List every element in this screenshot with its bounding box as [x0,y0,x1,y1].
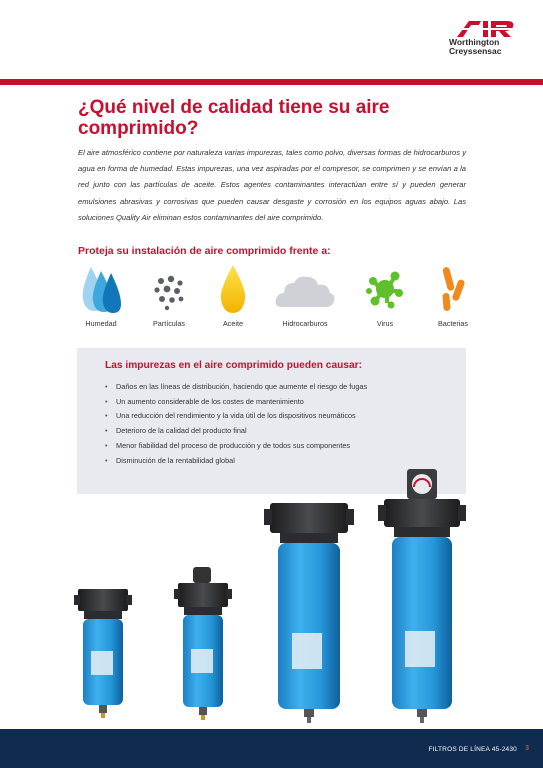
contaminant-humedad [70,263,132,328]
filter-small-2 [174,567,232,720]
contaminant-label: Aceite [223,319,243,328]
header-red-band [0,79,543,85]
filter-large-2 [378,469,466,723]
contaminant-icons [78,263,472,335]
contaminant-bacterias [422,263,484,328]
contaminant-label: Virus [376,319,394,328]
list-item: • Una reducción del rendimiento y la vida útil de los dispositivos neumáticos [105,409,367,424]
contaminant-label: Partículas [153,319,185,328]
water-drops-icon [77,263,125,315]
contaminant-label: Humedad [85,319,117,328]
particles-icon [145,263,193,315]
page-title: ¿Qué nivel de calidad tiene su aire comprimido? [78,97,390,139]
impurities-box-title: Las impurezas en el aire comprimido pueden causar: [105,360,363,371]
contaminant-virus [354,263,416,328]
filter-large-1 [264,503,354,723]
filter-small-1 [74,589,132,718]
footer-section-label: FILTROS DE LÍNEA 45-2430 [428,746,517,753]
logo-line-2: Creyssensac [449,46,502,56]
intro-paragraph: El aire atmosférico contiene por naturaleza varias impurezas, tales como polvo, diversas formas de hidrocarburos y agua en forma de humedad. Estas impurezas, una vez aspiradas por el compresor, se comprimen y se envían a la red junto con las partículas de aceite. Estos agentes contaminantes interactúan entre sí y pueden generar emulsiones abrasivas y corrosivas que pueden causar desgaste y corrosión en los equipos aguas abajo. Las soluciones Quality Air eliminan estos contaminantes del aire comprimido. [78,148,466,222]
virus-icon [361,263,409,315]
contaminant-hidrocarburos [274,263,336,328]
impurities-list [105,380,367,468]
list-item: • Daños en las líneas de distribución, haciendo que aumente el riesgo de fugas [105,380,367,395]
contaminant-label: Hidrocarburos [282,319,328,328]
filter-product-photo [0,465,543,727]
contaminant-particulas [138,263,200,328]
brand-logo [449,18,523,56]
oil-drop-icon [209,263,257,315]
page-footer [0,729,543,768]
contaminant-label: Bacterias [438,319,468,328]
list-item: • Deterioro de la calidad del producto final [105,424,367,439]
list-item: • Un aumento considerable de los costes de mantenimiento [105,395,367,410]
list-item: • Disminución de la rentabilidad global [105,454,367,469]
bacteria-icon [429,263,477,315]
list-item: • Menor fiabilidad del proceso de producción y de todos sus componentes [105,439,367,454]
logo-line-1: Worthington [449,37,500,47]
contaminant-aceite [202,263,264,328]
air-logo-icon [455,18,519,38]
protect-heading: Proteja su instalación de aire comprimido frente a: [78,245,331,257]
cloud-icon [274,263,336,315]
page-number: 3 [525,745,529,752]
